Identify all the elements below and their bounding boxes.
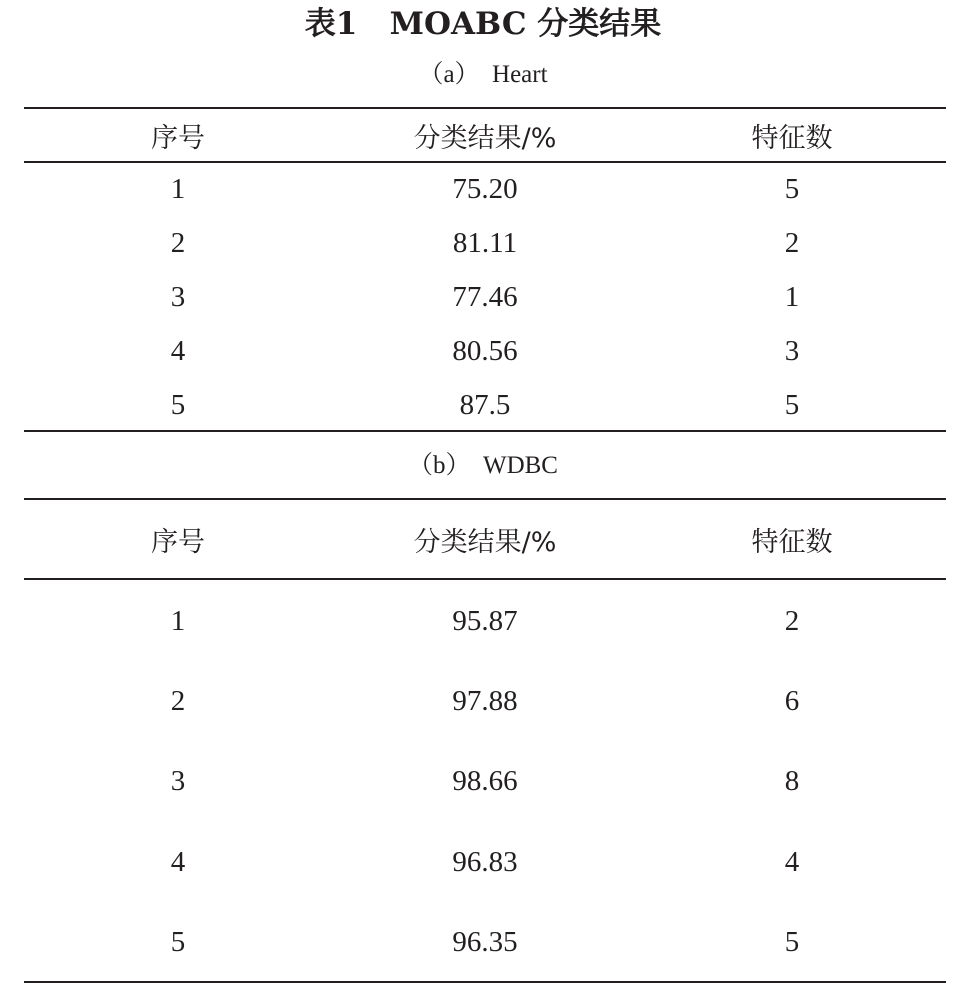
table-row [24,661,946,741]
table-b-caption: （b） WDBC [407,452,558,479]
table-cell-result: 87.5 [459,388,511,421]
table-row [24,741,946,821]
table-title: 表1 MOABC 分类结果 [304,6,662,42]
table-cell-result: 81.11 [452,226,518,259]
table-cell-result: 95.87 [452,604,518,637]
table-cell-result: 96.35 [452,925,518,958]
table-cell-features: 6 [784,684,800,717]
table-cell-index: 2 [170,684,186,717]
table-row [24,902,946,982]
table-cell-result: 77.46 [452,280,518,313]
table-cell-index: 3 [170,280,186,313]
table-cell-index: 2 [170,226,186,259]
table-cell-features: 1 [784,280,800,313]
table-a-bottom-rule [24,430,946,432]
table-b-header-index: 序号 [151,526,205,558]
table-a-header-result: 分类结果/% [413,122,557,154]
table-cell-index: 5 [170,925,186,958]
table-b-header-result: 分类结果/% [413,526,557,558]
table-row [24,324,946,378]
table-cell-features: 8 [784,764,800,797]
table-cell-result: 75.20 [452,172,518,205]
table-cell-result: 98.66 [452,764,518,797]
table-a-header-index: 序号 [151,122,205,154]
table-b-header-rule [24,578,946,580]
table-cell-features: 5 [784,388,800,421]
table-b-header-features: 特征数 [751,526,833,558]
table-cell-features: 5 [784,172,800,205]
table-cell-features: 4 [784,845,800,878]
table-b-bottom-rule [24,981,946,983]
table-cell-index: 5 [170,388,186,421]
table-cell-index: 3 [170,764,186,797]
table-cell-result: 80.56 [452,334,518,367]
table-row [24,378,946,432]
table-cell-features: 2 [784,226,800,259]
table-row [24,581,946,661]
table-cell-index: 1 [170,172,186,205]
table-row [24,270,946,324]
table-a-caption: （a） Heart [418,61,548,88]
table-row [24,216,946,270]
table-cell-index: 4 [170,334,186,367]
table-cell-index: 1 [170,604,186,637]
table-a-header-features: 特征数 [751,122,833,154]
table-b-header-row [24,500,946,578]
table-row [24,162,946,216]
table-a-header-row [24,108,946,162]
table-cell-features: 2 [784,604,800,637]
table-row [24,822,946,902]
table-cell-index: 4 [170,845,186,878]
table-cell-features: 5 [784,925,800,958]
table-cell-features: 3 [784,334,800,367]
table-cell-result: 96.83 [452,845,518,878]
table-cell-result: 97.88 [452,684,518,717]
